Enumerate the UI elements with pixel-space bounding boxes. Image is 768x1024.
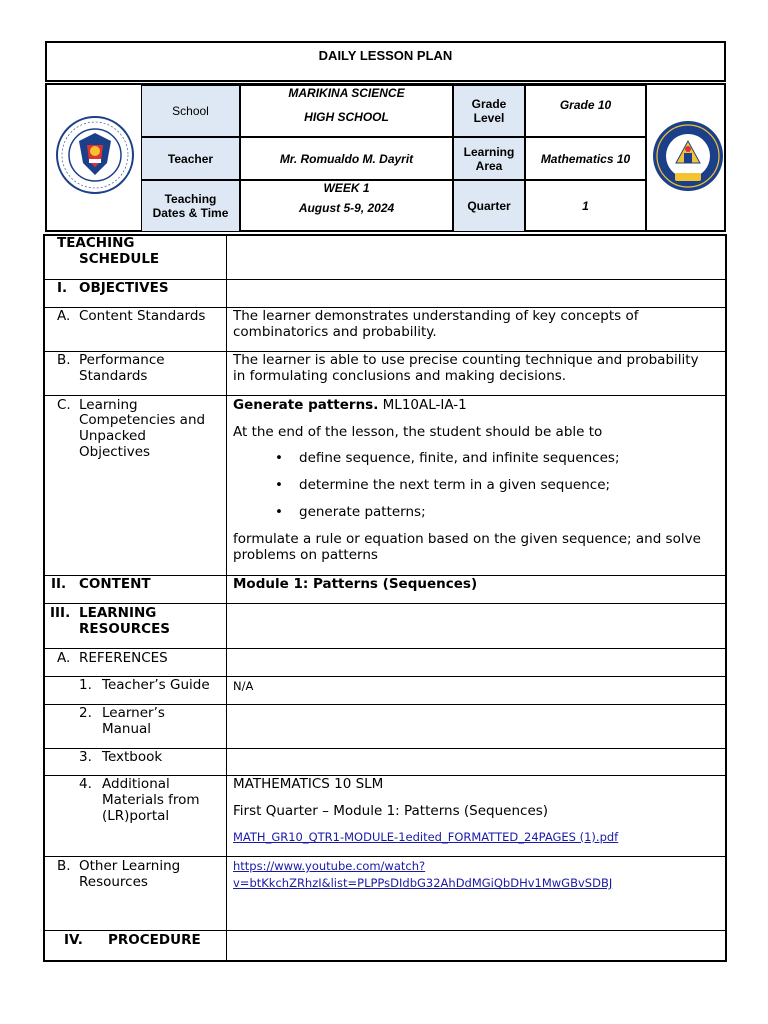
- quarter-label-cell: [453, 180, 525, 232]
- competency-title: Generate patterns.: [233, 397, 379, 413]
- right-seal-cell: [646, 85, 647, 232]
- tb-label: Textbook: [102, 749, 163, 765]
- area-value-cell: [525, 137, 646, 180]
- olr-num: B.: [57, 858, 71, 874]
- competency-intro: At the end of the lesson, the student should be able to: [233, 424, 603, 440]
- competency-code: ML10AL-IA-1: [378, 397, 467, 413]
- procedure-label: PROCEDURE: [108, 932, 201, 948]
- column-divider: [226, 235, 227, 961]
- area-label-2: Area: [475, 158, 503, 173]
- objective-bullet-1: define sequence, finite, and infinite sequences;: [299, 450, 620, 466]
- schedule-label-1: Teaching: [164, 192, 217, 206]
- content-label: CONTENT: [79, 576, 151, 592]
- dates-text: August 5-9, 2024: [298, 201, 395, 215]
- quarter-value: 1: [582, 199, 589, 213]
- formulate-text-1: formulate a rule or equation based on the given sequence; and solve: [233, 531, 701, 547]
- performance-num: B.: [57, 352, 71, 368]
- schedule-label-2: Dates & Time: [152, 206, 229, 220]
- bullet-icon: •: [275, 450, 283, 466]
- tb-num: 3.: [79, 749, 92, 765]
- competencies-label-2: Competencies and: [79, 412, 206, 428]
- competencies-label-4: Objectives: [79, 444, 151, 460]
- page-title: DAILY LESSON PLAN: [318, 48, 453, 63]
- quarter-value-cell: [525, 180, 646, 232]
- school-label: School: [172, 104, 209, 118]
- formulate-text-2: problems on patterns: [233, 547, 378, 563]
- bullet-icon: •: [275, 477, 283, 493]
- school-label-cell: [141, 85, 240, 137]
- performance-label-2: Standards: [79, 368, 148, 384]
- school-seal-icon: [651, 119, 725, 193]
- school-name-line2: HIGH SCHOOL: [304, 110, 389, 124]
- content-standards-label: Content Standards: [79, 308, 206, 324]
- am-label-1: Additional: [102, 776, 170, 792]
- deped-seal: [55, 115, 135, 195]
- content-standards-num: A.: [57, 308, 71, 324]
- tg-value: N/A: [233, 679, 254, 693]
- am-label-2: Materials from: [102, 792, 200, 808]
- schedule-label-cell: [141, 180, 240, 232]
- objectives-num: I.: [57, 280, 68, 296]
- resources-label-1: LEARNING: [79, 605, 157, 621]
- grade-label-1: Grade: [471, 97, 507, 111]
- schedule-value-cell: [240, 180, 453, 232]
- teaching-schedule-label-2: SCHEDULE: [79, 251, 160, 267]
- content-standards-text-1: The learner demonstrates understanding of key concepts of: [233, 308, 639, 324]
- teaching-schedule-label-1: TEACHING: [57, 235, 135, 251]
- grade-label-cell: [453, 85, 525, 137]
- am-num: 4.: [79, 776, 92, 792]
- teacher-label: Teacher: [167, 151, 214, 166]
- performance-text-1: The learner is able to use precise counting technique and probability: [233, 352, 699, 368]
- week-text: WEEK 1: [323, 181, 370, 195]
- lesson-plan-table: [43, 234, 727, 962]
- area-label-1: Learning: [463, 144, 515, 159]
- school-value-cell: [240, 85, 453, 137]
- references-num: A.: [57, 650, 71, 666]
- lm-label-1: Learner’s: [102, 705, 165, 721]
- youtube-link-line1[interactable]: https://www.youtube.com/watch?: [233, 859, 426, 873]
- quarter-label: Quarter: [467, 199, 511, 213]
- resources-num: III.: [50, 605, 71, 621]
- am-text-1: MATHEMATICS 10 SLM: [233, 776, 384, 792]
- olr-label-1: Other Learning: [79, 858, 181, 874]
- objectives-label: OBJECTIVES: [79, 280, 169, 296]
- content-num: II.: [51, 576, 67, 592]
- youtube-link-line2[interactable]: v=btKkchZRhzI&list=PLPPsDIdbG32AhDdMGiQbDHv1MwGBvSDBJ: [233, 876, 613, 890]
- bullet-icon: •: [275, 504, 283, 520]
- olr-label-2: Resources: [79, 874, 148, 890]
- procedure-num: IV.: [64, 932, 83, 948]
- deped-seal-icon: [55, 115, 135, 195]
- objective-bullet-3: generate patterns;: [299, 504, 426, 520]
- grade-label-2: Level: [473, 111, 505, 125]
- competency-line: [233, 397, 467, 413]
- content-value: Module 1: Patterns (Sequences): [233, 576, 478, 592]
- objective-bullet-2: determine the next term in a given sequence;: [299, 477, 611, 493]
- competencies-label-1: Learning: [79, 397, 138, 413]
- teacher-value-cell: [240, 137, 453, 180]
- module-pdf-link[interactable]: MATH_GR10_QTR1-MODULE-1edited_FORMATTED_24PAGES (1).pdf: [233, 830, 619, 844]
- title-box: [45, 41, 726, 82]
- area-label-cell: [453, 137, 525, 180]
- competencies-num: C.: [57, 397, 71, 413]
- references-label: REFERENCES: [79, 650, 168, 666]
- grade-value: Grade 10: [559, 98, 612, 112]
- tg-label: Teacher’s Guide: [102, 677, 210, 693]
- teacher-name: Mr. Romualdo M. Dayrit: [279, 151, 414, 166]
- am-label-3: (LR)portal: [102, 808, 170, 824]
- am-text-2: First Quarter – Module 1: Patterns (Sequences): [233, 803, 549, 819]
- school-seal: [651, 119, 725, 193]
- performance-text-2: in formulating conclusions and making decisions.: [233, 368, 567, 384]
- lm-label-2: Manual: [102, 721, 152, 737]
- content-standards-text-2: combinatorics and probability.: [233, 324, 437, 340]
- area-value: Mathematics 10: [540, 151, 631, 166]
- competencies-label-3: Unpacked: [79, 428, 146, 444]
- school-name-line1: MARIKINA SCIENCE: [288, 86, 405, 100]
- tg-num: 1.: [79, 677, 92, 693]
- grade-value-cell: [525, 85, 646, 137]
- header-table: [45, 83, 726, 232]
- performance-label-1: Performance: [79, 352, 165, 368]
- lm-num: 2.: [79, 705, 92, 721]
- resources-label-2: RESOURCES: [79, 621, 171, 637]
- teacher-label-cell: [141, 137, 240, 180]
